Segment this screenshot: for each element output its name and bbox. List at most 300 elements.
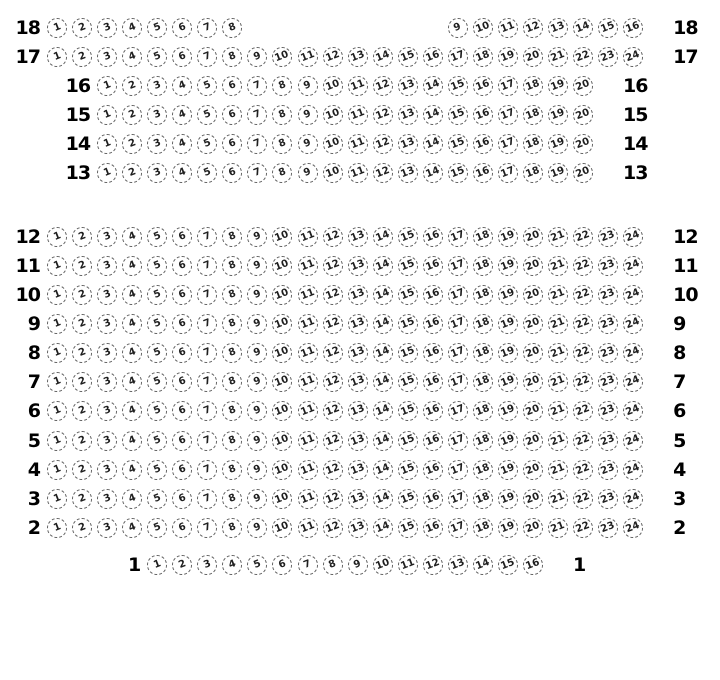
seat[interactable] [47, 343, 67, 363]
seat[interactable] [122, 47, 142, 67]
seat[interactable] [222, 134, 242, 154]
seat[interactable] [298, 372, 318, 392]
seat[interactable] [323, 518, 343, 538]
seat[interactable] [197, 555, 217, 575]
seat[interactable] [147, 518, 167, 538]
seat[interactable] [247, 256, 267, 276]
seat[interactable] [247, 285, 267, 305]
seat[interactable] [448, 343, 468, 363]
seat[interactable] [598, 314, 618, 334]
seat[interactable] [147, 460, 167, 480]
seat[interactable] [498, 314, 518, 334]
seat[interactable] [72, 285, 92, 305]
seat[interactable] [423, 163, 443, 183]
seat[interactable] [448, 518, 468, 538]
seat[interactable] [197, 163, 217, 183]
seat[interactable] [147, 372, 167, 392]
seat[interactable] [473, 372, 493, 392]
seat[interactable] [172, 314, 192, 334]
seat[interactable] [197, 460, 217, 480]
seat[interactable] [498, 343, 518, 363]
seat[interactable] [172, 460, 192, 480]
seat[interactable] [122, 76, 142, 96]
seat[interactable] [97, 460, 117, 480]
seat[interactable] [523, 555, 543, 575]
seat[interactable] [373, 314, 393, 334]
seat[interactable] [373, 343, 393, 363]
seat[interactable] [498, 18, 518, 38]
seat[interactable] [72, 372, 92, 392]
seat[interactable] [548, 76, 568, 96]
seat[interactable] [272, 163, 292, 183]
seat[interactable] [197, 134, 217, 154]
seat[interactable] [147, 401, 167, 421]
seat[interactable] [97, 343, 117, 363]
seat[interactable] [197, 314, 217, 334]
seat[interactable] [498, 134, 518, 154]
seat[interactable] [97, 18, 117, 38]
seat[interactable] [598, 460, 618, 480]
seat[interactable] [172, 489, 192, 509]
seat[interactable] [222, 18, 242, 38]
seat[interactable] [272, 256, 292, 276]
seat[interactable] [72, 489, 92, 509]
seat[interactable] [172, 518, 192, 538]
seat[interactable] [222, 401, 242, 421]
seat[interactable] [197, 47, 217, 67]
seat[interactable] [448, 105, 468, 125]
seat[interactable] [323, 76, 343, 96]
seat[interactable] [423, 372, 443, 392]
seat[interactable] [323, 343, 343, 363]
seat[interactable] [623, 431, 643, 451]
seat[interactable] [373, 163, 393, 183]
seat[interactable] [423, 227, 443, 247]
seat[interactable] [172, 76, 192, 96]
seat[interactable] [398, 372, 418, 392]
seat[interactable] [348, 343, 368, 363]
seat[interactable] [47, 47, 67, 67]
seat[interactable] [573, 460, 593, 480]
seat[interactable] [523, 489, 543, 509]
seat[interactable] [448, 47, 468, 67]
seat[interactable] [348, 163, 368, 183]
seat[interactable] [548, 134, 568, 154]
seat[interactable] [348, 518, 368, 538]
seat[interactable] [423, 256, 443, 276]
seat[interactable] [473, 460, 493, 480]
seat[interactable] [423, 555, 443, 575]
seat[interactable] [97, 105, 117, 125]
seat[interactable] [598, 401, 618, 421]
seat[interactable] [72, 256, 92, 276]
seat[interactable] [573, 256, 593, 276]
seat[interactable] [197, 227, 217, 247]
seat[interactable] [147, 163, 167, 183]
seat[interactable] [222, 47, 242, 67]
seat[interactable] [298, 163, 318, 183]
seat[interactable] [247, 518, 267, 538]
seat[interactable] [323, 285, 343, 305]
seat[interactable] [323, 227, 343, 247]
seat[interactable] [373, 518, 393, 538]
seat[interactable] [272, 401, 292, 421]
seat[interactable] [598, 518, 618, 538]
seat[interactable] [548, 105, 568, 125]
seat[interactable] [498, 489, 518, 509]
seat[interactable] [523, 285, 543, 305]
seat[interactable] [448, 401, 468, 421]
seat[interactable] [598, 227, 618, 247]
seat[interactable] [247, 47, 267, 67]
seat[interactable] [548, 460, 568, 480]
seat[interactable] [122, 18, 142, 38]
seat[interactable] [197, 256, 217, 276]
seat[interactable] [348, 256, 368, 276]
seat[interactable] [523, 401, 543, 421]
seat[interactable] [373, 134, 393, 154]
seat[interactable] [97, 47, 117, 67]
seat[interactable] [373, 489, 393, 509]
seat[interactable] [247, 489, 267, 509]
seat[interactable] [398, 256, 418, 276]
seat[interactable] [373, 372, 393, 392]
seat[interactable] [523, 460, 543, 480]
seat[interactable] [272, 431, 292, 451]
seat[interactable] [197, 431, 217, 451]
seat[interactable] [423, 489, 443, 509]
seat[interactable] [573, 105, 593, 125]
seat[interactable] [448, 431, 468, 451]
seat[interactable] [623, 372, 643, 392]
seat[interactable] [122, 314, 142, 334]
seat[interactable] [523, 372, 543, 392]
seat[interactable] [398, 227, 418, 247]
seat[interactable] [147, 489, 167, 509]
seat[interactable] [448, 555, 468, 575]
seat[interactable] [498, 105, 518, 125]
seat[interactable] [323, 460, 343, 480]
seat[interactable] [423, 431, 443, 451]
seat[interactable] [548, 163, 568, 183]
seat[interactable] [523, 47, 543, 67]
seat[interactable] [147, 227, 167, 247]
seat[interactable] [247, 460, 267, 480]
seat[interactable] [473, 431, 493, 451]
seat[interactable] [222, 227, 242, 247]
seat[interactable] [72, 401, 92, 421]
seat[interactable] [72, 314, 92, 334]
seat[interactable] [498, 76, 518, 96]
seat[interactable] [197, 401, 217, 421]
seat[interactable] [548, 401, 568, 421]
seat[interactable] [398, 555, 418, 575]
seat[interactable] [623, 489, 643, 509]
seat[interactable] [147, 105, 167, 125]
seat[interactable] [323, 256, 343, 276]
seat[interactable] [197, 105, 217, 125]
seat[interactable] [623, 401, 643, 421]
seat[interactable] [373, 555, 393, 575]
seat[interactable] [473, 163, 493, 183]
seat[interactable] [473, 314, 493, 334]
seat[interactable] [573, 76, 593, 96]
seat[interactable] [122, 285, 142, 305]
seat[interactable] [623, 314, 643, 334]
seat[interactable] [348, 555, 368, 575]
seat[interactable] [97, 431, 117, 451]
seat[interactable] [523, 227, 543, 247]
seat[interactable] [72, 460, 92, 480]
seat[interactable] [147, 431, 167, 451]
seat[interactable] [323, 489, 343, 509]
seat[interactable] [398, 460, 418, 480]
seat[interactable] [423, 105, 443, 125]
seat[interactable] [47, 256, 67, 276]
seat[interactable] [423, 518, 443, 538]
seat[interactable] [222, 372, 242, 392]
seat[interactable] [548, 372, 568, 392]
seat[interactable] [172, 163, 192, 183]
seat[interactable] [548, 314, 568, 334]
seat[interactable] [298, 256, 318, 276]
seat[interactable] [348, 460, 368, 480]
seat[interactable] [373, 76, 393, 96]
seat[interactable] [247, 431, 267, 451]
seat[interactable] [423, 76, 443, 96]
seat[interactable] [398, 314, 418, 334]
seat[interactable] [97, 285, 117, 305]
seat[interactable] [147, 256, 167, 276]
seat[interactable] [122, 518, 142, 538]
seat[interactable] [398, 134, 418, 154]
seat[interactable] [523, 518, 543, 538]
seat[interactable] [498, 285, 518, 305]
seat[interactable] [448, 460, 468, 480]
seat[interactable] [247, 163, 267, 183]
seat[interactable] [573, 431, 593, 451]
seat[interactable] [573, 227, 593, 247]
seat[interactable] [323, 314, 343, 334]
seat[interactable] [498, 518, 518, 538]
seat[interactable] [172, 256, 192, 276]
seat[interactable] [348, 134, 368, 154]
seat[interactable] [548, 18, 568, 38]
seat[interactable] [47, 518, 67, 538]
seat[interactable] [523, 105, 543, 125]
seat[interactable] [573, 518, 593, 538]
seat[interactable] [498, 460, 518, 480]
seat[interactable] [222, 555, 242, 575]
seat[interactable] [473, 518, 493, 538]
seat[interactable] [523, 134, 543, 154]
seat[interactable] [573, 285, 593, 305]
seat[interactable] [523, 18, 543, 38]
seat[interactable] [573, 401, 593, 421]
seat[interactable] [147, 76, 167, 96]
seat[interactable] [398, 431, 418, 451]
seat[interactable] [523, 343, 543, 363]
seat[interactable] [172, 343, 192, 363]
seat[interactable] [473, 105, 493, 125]
seat[interactable] [97, 256, 117, 276]
seat[interactable] [473, 18, 493, 38]
seat[interactable] [72, 18, 92, 38]
seat[interactable] [473, 555, 493, 575]
seat[interactable] [247, 134, 267, 154]
seat[interactable] [222, 285, 242, 305]
seat[interactable] [272, 76, 292, 96]
seat[interactable] [298, 314, 318, 334]
seat[interactable] [398, 163, 418, 183]
seat[interactable] [247, 76, 267, 96]
seat[interactable] [348, 372, 368, 392]
seat[interactable] [598, 256, 618, 276]
seat[interactable] [423, 401, 443, 421]
seat[interactable] [423, 343, 443, 363]
seat[interactable] [548, 489, 568, 509]
seat[interactable] [272, 314, 292, 334]
seat[interactable] [247, 105, 267, 125]
seat[interactable] [598, 343, 618, 363]
seat[interactable] [573, 314, 593, 334]
seat[interactable] [623, 285, 643, 305]
seat[interactable] [47, 18, 67, 38]
seat[interactable] [272, 227, 292, 247]
seat[interactable] [448, 76, 468, 96]
seat[interactable] [222, 460, 242, 480]
seat[interactable] [247, 343, 267, 363]
seat[interactable] [147, 134, 167, 154]
seat[interactable] [398, 489, 418, 509]
seat[interactable] [448, 18, 468, 38]
seat[interactable] [473, 256, 493, 276]
seat[interactable] [222, 314, 242, 334]
seat[interactable] [323, 401, 343, 421]
seat[interactable] [247, 314, 267, 334]
seat[interactable] [473, 343, 493, 363]
seat[interactable] [122, 134, 142, 154]
seat[interactable] [122, 372, 142, 392]
seat[interactable] [122, 460, 142, 480]
seat[interactable] [348, 285, 368, 305]
seat[interactable] [348, 431, 368, 451]
seat[interactable] [348, 401, 368, 421]
seat[interactable] [72, 431, 92, 451]
seat[interactable] [598, 285, 618, 305]
seat[interactable] [373, 227, 393, 247]
seat[interactable] [398, 105, 418, 125]
seat[interactable] [373, 431, 393, 451]
seat[interactable] [298, 47, 318, 67]
seat[interactable] [298, 431, 318, 451]
seat[interactable] [623, 518, 643, 538]
seat[interactable] [423, 460, 443, 480]
seat[interactable] [47, 227, 67, 247]
seat[interactable] [222, 105, 242, 125]
seat[interactable] [272, 489, 292, 509]
seat[interactable] [172, 401, 192, 421]
seat[interactable] [573, 163, 593, 183]
seat[interactable] [272, 555, 292, 575]
seat[interactable] [147, 285, 167, 305]
seat[interactable] [498, 431, 518, 451]
seat[interactable] [298, 227, 318, 247]
seat[interactable] [323, 47, 343, 67]
seat[interactable] [548, 227, 568, 247]
seat[interactable] [97, 401, 117, 421]
seat[interactable] [473, 227, 493, 247]
seat[interactable] [398, 343, 418, 363]
seat[interactable] [122, 256, 142, 276]
seat[interactable] [348, 227, 368, 247]
seat[interactable] [323, 555, 343, 575]
seat[interactable] [272, 518, 292, 538]
seat[interactable] [97, 134, 117, 154]
seat[interactable] [473, 401, 493, 421]
seat[interactable] [523, 256, 543, 276]
seat[interactable] [598, 489, 618, 509]
seat[interactable] [272, 460, 292, 480]
seat[interactable] [172, 372, 192, 392]
seat[interactable] [473, 47, 493, 67]
seat[interactable] [47, 460, 67, 480]
seat[interactable] [448, 314, 468, 334]
seat[interactable] [573, 489, 593, 509]
seat[interactable] [272, 134, 292, 154]
seat[interactable] [272, 343, 292, 363]
seat[interactable] [97, 227, 117, 247]
seat[interactable] [548, 256, 568, 276]
seat[interactable] [548, 431, 568, 451]
seat[interactable] [72, 518, 92, 538]
seat[interactable] [197, 76, 217, 96]
seat[interactable] [298, 555, 318, 575]
seat[interactable] [197, 489, 217, 509]
seat[interactable] [523, 76, 543, 96]
seat[interactable] [72, 227, 92, 247]
seat[interactable] [247, 227, 267, 247]
seat[interactable] [172, 285, 192, 305]
seat[interactable] [423, 47, 443, 67]
seat[interactable] [373, 285, 393, 305]
seat[interactable] [172, 47, 192, 67]
seat[interactable] [373, 47, 393, 67]
seat[interactable] [523, 314, 543, 334]
seat[interactable] [47, 372, 67, 392]
seat[interactable] [573, 372, 593, 392]
seat[interactable] [122, 163, 142, 183]
seat[interactable] [147, 47, 167, 67]
seat[interactable] [323, 372, 343, 392]
seat[interactable] [373, 105, 393, 125]
seat[interactable] [373, 256, 393, 276]
seat[interactable] [298, 105, 318, 125]
seat[interactable] [473, 285, 493, 305]
seat[interactable] [147, 314, 167, 334]
seat[interactable] [448, 256, 468, 276]
seat[interactable] [448, 372, 468, 392]
seat[interactable] [398, 518, 418, 538]
seat[interactable] [247, 555, 267, 575]
seat[interactable] [298, 460, 318, 480]
seat[interactable] [298, 343, 318, 363]
seat[interactable] [348, 489, 368, 509]
seat[interactable] [272, 105, 292, 125]
seat[interactable] [423, 285, 443, 305]
seat[interactable] [172, 105, 192, 125]
seat[interactable] [348, 47, 368, 67]
